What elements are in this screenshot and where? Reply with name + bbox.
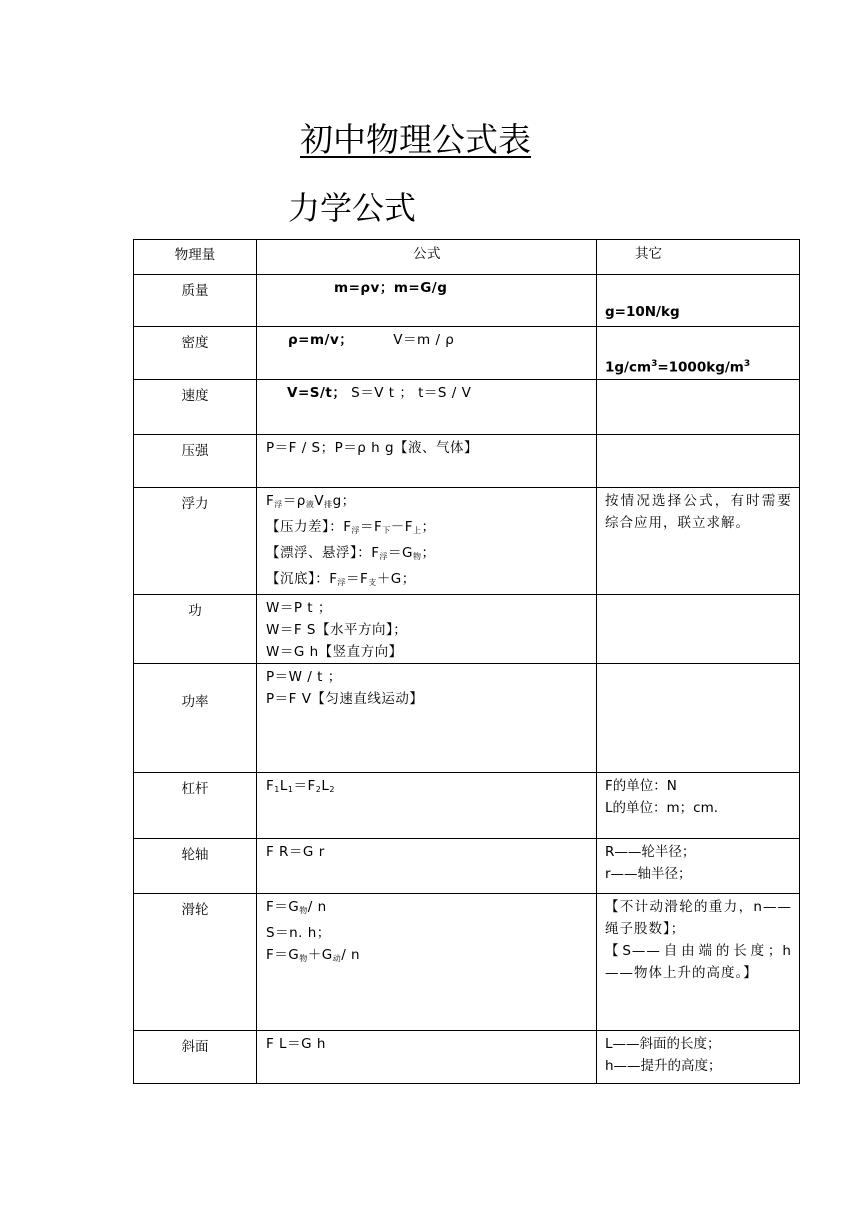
formula-cell: ρ=m/v； V＝m / ρ [257,327,597,380]
quantity-cell: 功率 [134,663,257,772]
table-row [134,327,800,380]
other-cell: $1g/cm^3=1000kg/m^3$ [597,327,800,380]
quantity-cell: 轮轴 [134,838,257,893]
formula-cell: P＝W / t ； P＝F V【匀速直线运动】 [257,663,597,772]
other-cell: F的单位：N L的单位：m；cm. [597,772,800,838]
table-row [134,379,800,434]
table-row [134,893,800,1030]
other-cell [597,663,800,772]
table-header-row [134,240,800,275]
quantity-cell: 滑轮 [134,893,257,1030]
quantity-cell: 浮力 [134,487,257,594]
formula-cell: F R＝G r [257,838,597,893]
header-other: 其它 [597,240,800,275]
quantity-cell: 压强 [134,434,257,487]
other-cell: 按情况选择公式，有时需要综合应用，联立求解。 [597,487,800,594]
table-row [134,434,800,487]
page-title: 初中物理公式表 [300,120,531,159]
table-row [134,487,800,594]
header-quantity: 物理量 [134,240,257,275]
table-row [134,1030,800,1083]
table-row [134,772,800,838]
table-row [134,663,800,772]
formula-cell: P＝F / S；P＝ρ h g【液、气体】 [257,434,597,487]
formula-cell: m=ρv；m=G/g [257,275,597,327]
other-cell: 【不计动滑轮的重力，n——绳子股数】； 【S——自由端的长度；h——物体上升的高度。】 [597,893,800,1030]
quantity-cell: 速度 [134,379,257,434]
other-cell [597,434,800,487]
header-formula: 公式 [257,240,597,275]
quantity-cell: 质量 [134,275,257,327]
formula-cell: $F_1L_1=F_2L_2$ [257,772,597,838]
section-title: 力学公式 [288,189,417,227]
quantity-cell: 杠杆 [134,772,257,838]
table-row [134,594,800,663]
formula-cell: V=S/t； S＝V t ； t＝S / V [257,379,597,434]
formula-table [133,239,800,1084]
other-cell: g=10N/kg [597,275,800,327]
quantity-cell: 斜面 [134,1030,257,1083]
table-row [134,838,800,893]
formula-cell: $F_浮=\rho_液V_排g$； 【压力差】：$F_浮=F_下-F_上$； 【漂浮、悬浮】：$F_浮=G_物$； 【沉底】：$F_浮=F_支+G$； [257,487,597,594]
other-cell: R——轮半径； r——轴半径； [597,838,800,893]
formula-cell: W＝P t ； W＝F S【水平方向】； W＝G h【竖直方向】 [257,594,597,663]
other-cell: L——斜面的长度； h——提升的高度； [597,1030,800,1083]
other-cell [597,594,800,663]
quantity-cell: 密度 [134,327,257,380]
table-row [134,275,800,327]
quantity-cell: 功 [134,594,257,663]
formula-cell: $F=G_物/$ n S＝n. h； $F=G_物+G_动/$ n [257,893,597,1030]
other-cell [597,379,800,434]
formula-cell: F L＝G h [257,1030,597,1083]
